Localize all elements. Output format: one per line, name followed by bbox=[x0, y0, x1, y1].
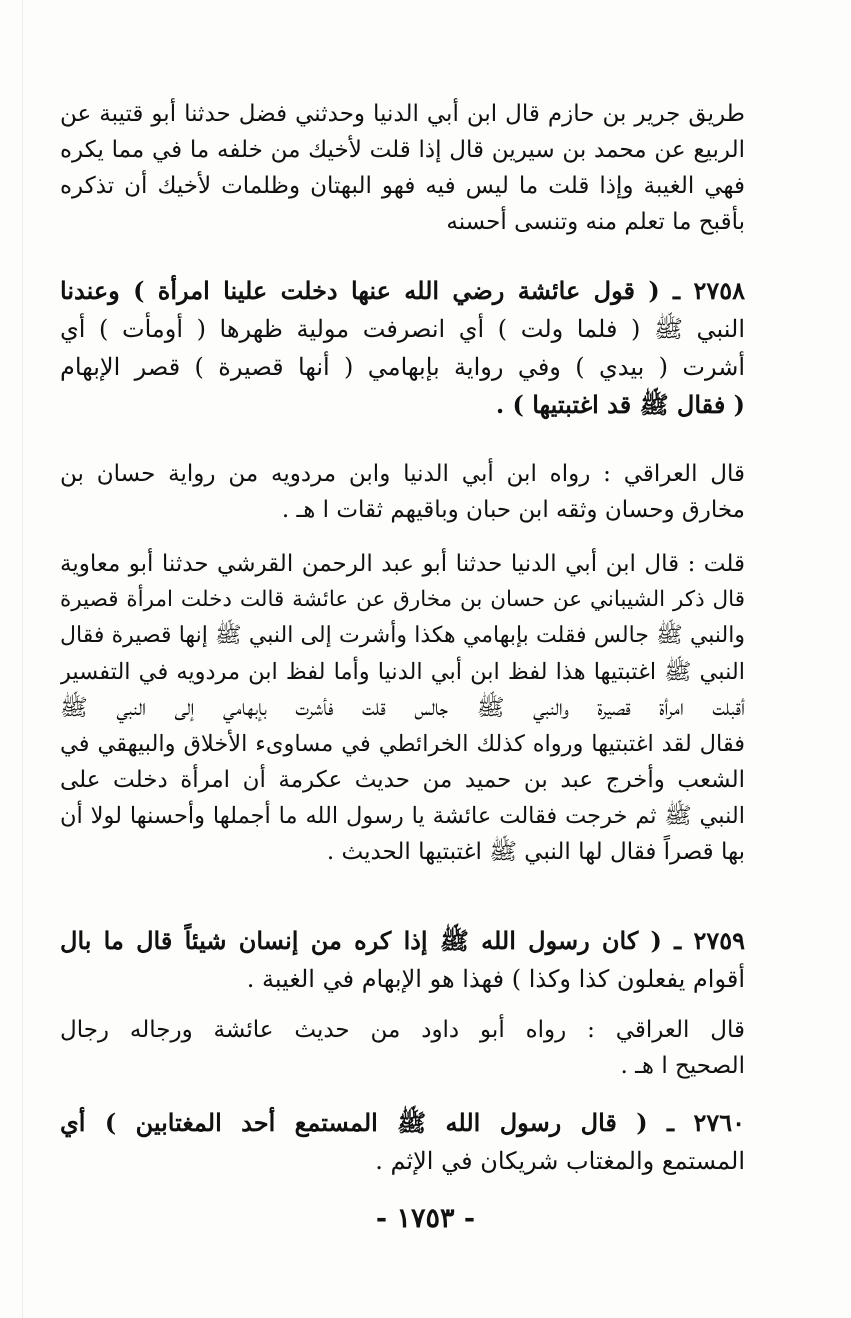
text-line: الشعب وأخرج عبد بن حميد من حديث عكرمة أن امرأة دخلت على bbox=[60, 767, 745, 793]
text-line: الصحيح ا هـ . bbox=[620, 1053, 745, 1079]
text-line: فقال لقد اغتبتيها ورواه كذلك الخرائطي في مساوىء الأخلاق والبيهقي في bbox=[60, 731, 745, 757]
text-line: والنبي ﷺ جالس فقلت بإبهامي هكذا وأشرت إلى النبي ﷺ إنها قصيرة فقال bbox=[60, 623, 745, 648]
entry-2758 bbox=[60, 272, 745, 424]
page-number: - ١٧٥٣ - bbox=[375, 1203, 476, 1234]
iraqi-note-1 bbox=[60, 456, 745, 528]
page-edge-line bbox=[22, 0, 23, 1318]
entry-2759 bbox=[60, 922, 745, 998]
paragraph-qultu bbox=[60, 546, 745, 870]
text-line: قلت : قال ابن أبي الدنيا حدثنا أبو عبد الرحمن القرشي حدثنا أبو معاوية bbox=[60, 551, 745, 577]
entry-heading-line: ٢٧٥٨ ـ ( قول عائشة رضي الله عنها دخلت علينا امرأة ) وعندنا bbox=[60, 276, 745, 305]
text-line: قال العراقي : رواه أبو داود من حديث عائشة ورجاله رجال bbox=[60, 1017, 745, 1043]
entry-2760 bbox=[60, 1104, 745, 1180]
text-line: النبي ﷺ ( فلما ولت ) أي انصرفت مولية ظهرها ( أومأت ) أي bbox=[60, 315, 745, 343]
entry-heading-line: ٢٧٥٩ ـ ( كان رسول الله ﷺ إذا كره من إنسان شيئاً قال ما بال bbox=[60, 926, 745, 955]
text-line: أقوام يفعلون كذا وكذا ) فهذا هو الإبهام في الغيبة . bbox=[246, 965, 745, 993]
entry-heading-line: ٢٧٦٠ ـ ( قال رسول الله ﷺ المستمع أحد المغتابين ) أي bbox=[60, 1108, 745, 1137]
text-line: المستمع والمغتاب شريكان في الإثم . bbox=[375, 1147, 745, 1175]
iraqi-note-2 bbox=[60, 1012, 745, 1084]
text-line: ( فقال ﷺ قد اغتبتيها ) . bbox=[495, 390, 745, 419]
text-line: فهي الغيبة وإذا قلت ما ليس فيه فهو البهتان وظلمات لأخيك أن تذكره bbox=[60, 173, 745, 199]
text-line: بها قصراً فقال لها النبي ﷺ اغتبتيها الحديث . bbox=[326, 839, 745, 865]
text-line: قال العراقي : رواه ابن أبي الدنيا وابن مردويه من رواية حسان بن bbox=[60, 461, 745, 487]
text-line: النبي ﷺ اغتبتيها هذا لفظ ابن أبي الدنيا وأما لفظ ابن مردويه في التفسير bbox=[60, 659, 745, 685]
text-line: قال ذكر الشيباني عن حسان بن مخارق عن عائشة قالت دخلت امرأة قصيرة bbox=[60, 587, 745, 612]
text-line: بأقبح ما تعلم منه وتنسى أحسنه bbox=[446, 209, 745, 235]
paragraph-intro bbox=[60, 96, 745, 240]
text-line: الربيع عن محمد بن سيرين قال إذا قلت لأخيك من خلفه ما في مما يكره bbox=[60, 137, 745, 163]
text-line: أشرت ( بيدي ) وفي رواية بإبهامي ( أنها قصيرة ) قصر الإبهام bbox=[60, 353, 745, 381]
text-line: طريق جرير بن حازم قال ابن أبي الدنيا وحدثني فضل حدثنا أبو قتيبة عن bbox=[60, 101, 745, 127]
text-line: مخارق وحسان وثقه ابن حبان وباقيهم ثقات ا هـ . bbox=[281, 497, 745, 523]
text-line: النبي ﷺ ثم خرجت فقالت عائشة يا رسول الله ما أجملها وأحسنها لولا أن bbox=[60, 803, 745, 829]
text-line: أقبلت امرأة قصيرة والنبي ﷺ جالس قلت فأشرت بإبهامي إلى النبي ﷺ bbox=[60, 695, 745, 721]
